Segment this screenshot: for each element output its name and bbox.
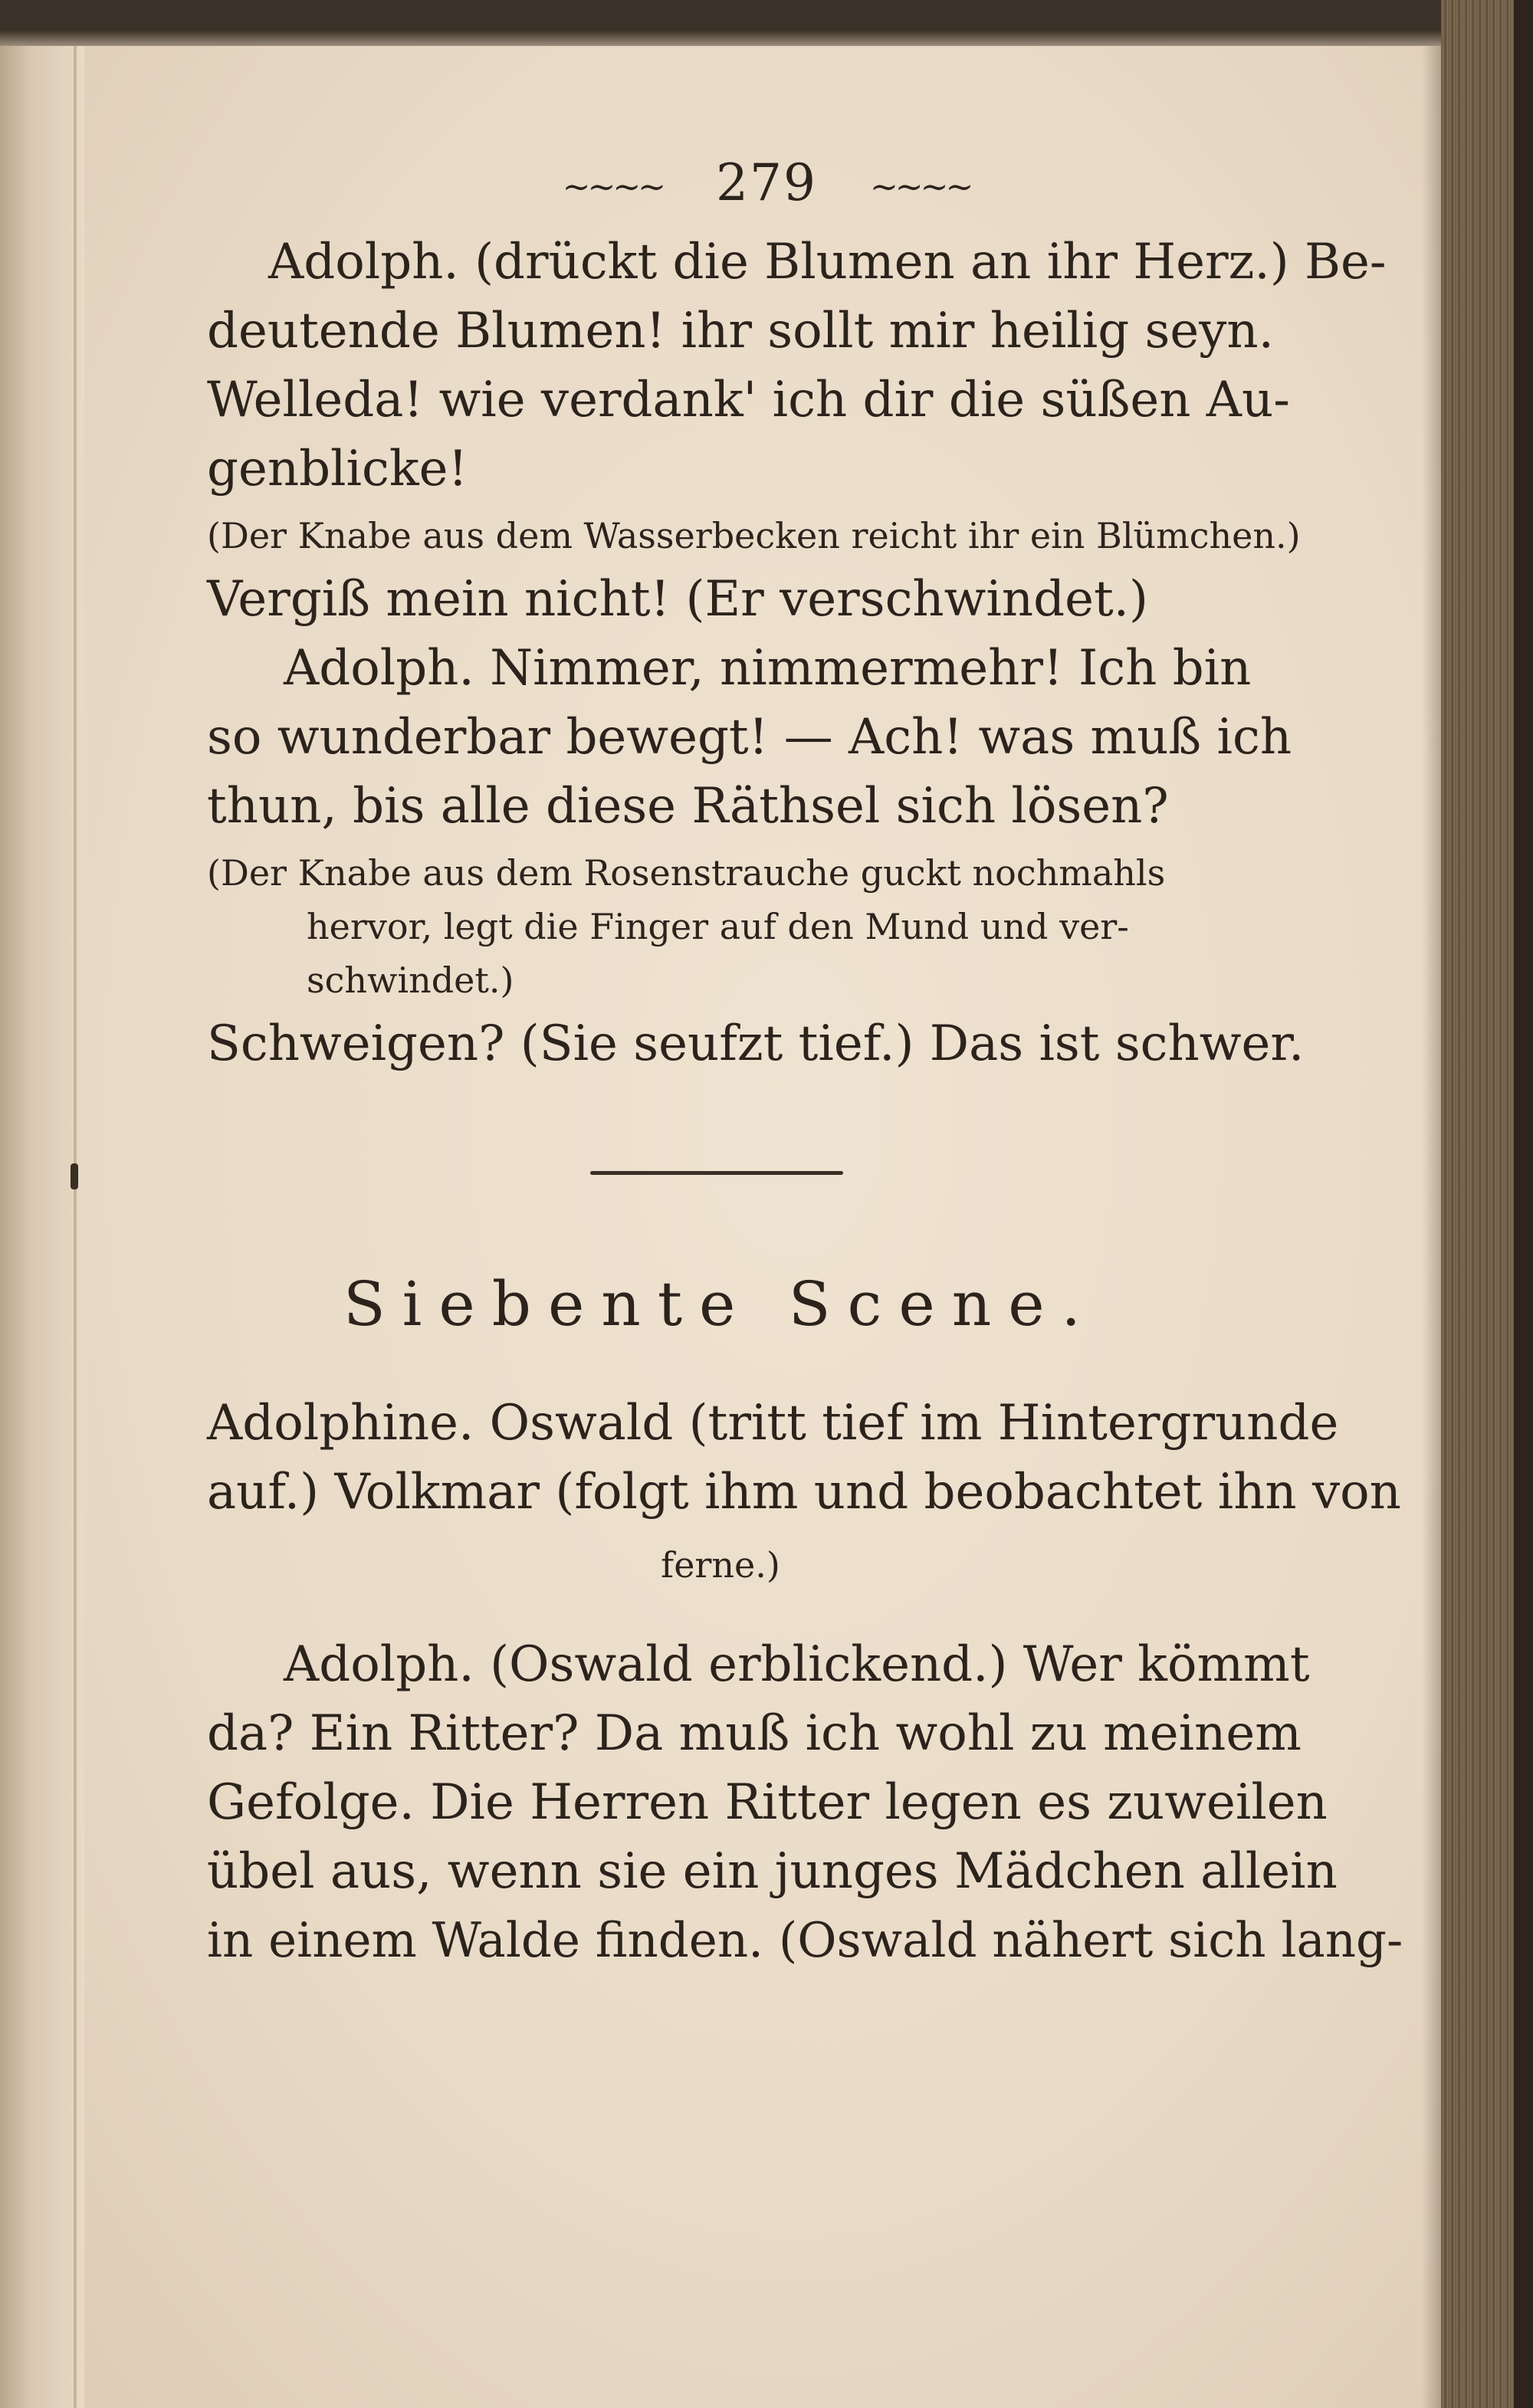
text-line: Adolph. Nimmer, nimmermehr! Ich bin — [284, 640, 1252, 697]
text-line: Vergiß mein nicht! (Er verschwindet.) — [207, 571, 1148, 628]
page-gutter — [0, 46, 84, 2408]
page-header — [0, 153, 1533, 212]
text-line: so wunderbar bewegt! — Ach! was muß ich — [207, 709, 1292, 766]
text-line: genblicke! — [207, 441, 468, 497]
stage-direction: schwindet.) — [307, 960, 514, 1001]
book-cover-edge — [1514, 0, 1533, 2408]
scene-title: Siebente Scene. — [343, 1268, 1098, 1340]
stage-direction: (Der Knabe aus dem Wasserbecken reicht ihr ein Blümchen.) — [207, 515, 1301, 556]
text-line: deutende Blumen! ihr sollt mir heilig seyn. — [207, 303, 1274, 359]
cast-line: auf.) Volkmar (folgt ihm und beobachtet ihn von — [207, 1464, 1401, 1521]
cast-line: Adolphine. Oswald (tritt tief im Hintergrunde — [207, 1395, 1339, 1452]
text-line: in einem Walde finden. (Oswald nähert sich lang- — [207, 1912, 1403, 1968]
margin-mark — [71, 1163, 78, 1189]
stage-direction: hervor, legt die Finger auf den Mund und ver- — [307, 906, 1129, 947]
ornament-right: ~~~~ — [869, 167, 971, 207]
gutter-fold-line — [74, 46, 77, 2408]
section-divider — [590, 1171, 843, 1175]
cast-line: ferne.) — [661, 1544, 780, 1586]
text-line: Adolph. (drückt die Blumen an ihr Herz.) Be- — [268, 234, 1387, 290]
page-number: 279 — [716, 153, 817, 212]
text-line: übel aus, wenn sie ein junges Mädchen allein — [207, 1843, 1338, 1900]
stage-direction: (Der Knabe aus dem Rosenstrauche guckt nochmahls — [207, 852, 1166, 894]
text-line: Schweigen? (Sie seufzt tief.) Das ist schwer. — [207, 1015, 1305, 1072]
text-line: Adolph. (Oswald erblickend.) Wer kömmt — [284, 1636, 1310, 1693]
text-line: Welleda! wie verdank' ich dir die süßen Au- — [207, 372, 1290, 428]
text-line: da? Ein Ritter? Da muß ich wohl zu meinem — [207, 1705, 1302, 1762]
text-line: thun, bis alle diese Räthsel sich lösen? — [207, 778, 1169, 835]
text-line: Gefolge. Die Herren Ritter legen es zuweilen — [207, 1774, 1328, 1831]
ornament-left: ~~~~ — [562, 167, 664, 207]
